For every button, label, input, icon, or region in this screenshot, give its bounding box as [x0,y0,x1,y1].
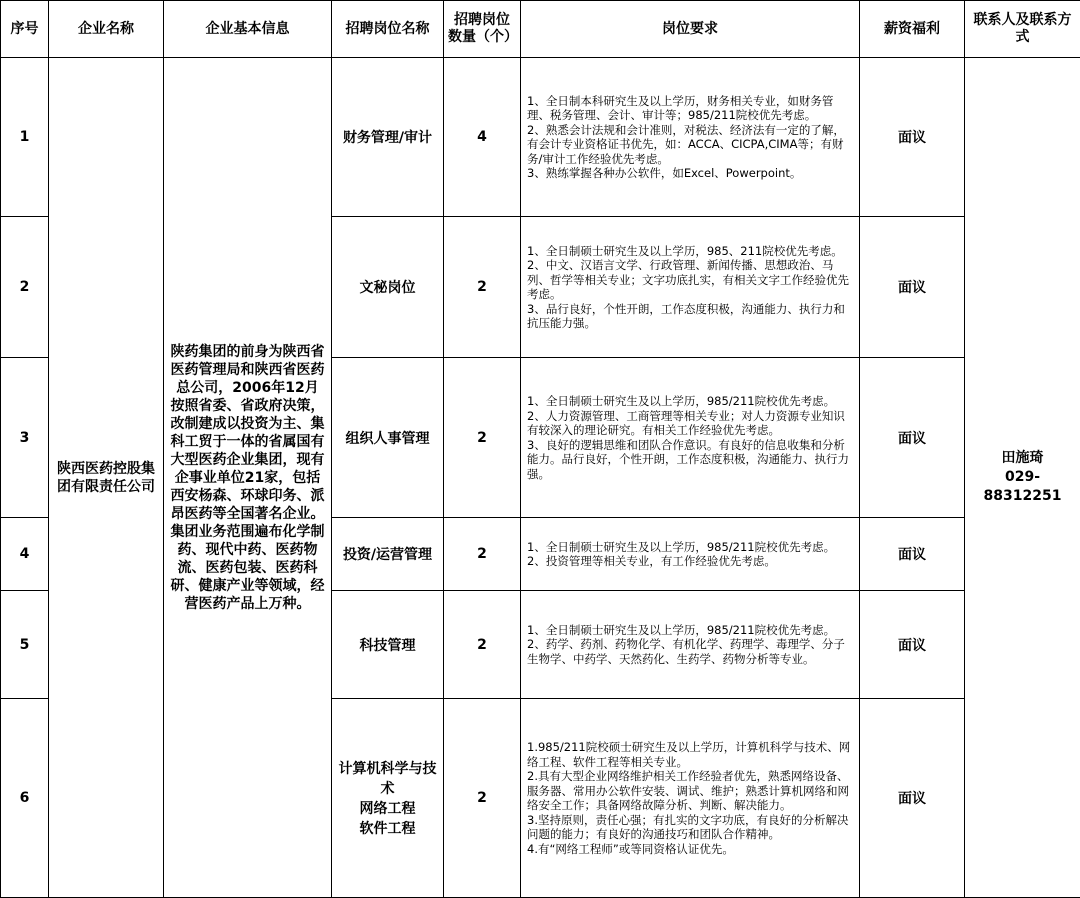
header-info: 企业基本信息 [164,1,332,58]
row-seq: 4 [1,518,49,591]
header-position: 招聘岗位名称 [332,1,444,58]
row-seq: 2 [1,217,49,358]
contact-name: 田施琦 [1001,450,1044,466]
row-count: 4 [444,58,521,217]
row-seq: 6 [1,699,49,898]
row-requirements: 1、全日制本科研究生及以上学历，财务相关专业，如财务管理、税务管理、会计、审计等；985/211院校优先考虑。 2、熟悉会计法规和会计准则，对税法、经济法有一定的了解，有会计专业资格证书优先，如：ACCA、CICPA,CIMA等；有财务/审计工作经验优先考虑。 3、熟练掌握各种办公软件，如Excel、Powerpoint。 [521,58,860,217]
row-salary: 面议 [860,699,965,898]
row-seq: 5 [1,591,49,699]
row-seq: 1 [1,58,49,217]
row-position: 计算机科学与技术 网络工程 软件工程 [332,699,444,898]
header-company: 企业名称 [49,1,164,58]
row-position: 财务管理/审计 [332,58,444,217]
table-row [1,58,1080,217]
header-count: 招聘岗位数量（个） [444,1,521,58]
header-seq: 序号 [1,1,49,58]
row-salary: 面议 [860,591,965,699]
company-name: 陕西医药控股集团有限责任公司 [49,58,164,898]
row-count: 2 [444,358,521,518]
contact-phone: 029-88312251 [983,469,1062,504]
row-requirements: 1、全日制硕士研究生及以上学历，985/211院校优先考虑。 2、药学、药剂、药物化学、有机化学、药理学、毒理学、分子生物学、中药学、天然药化、生药学、药物分析等专业。 [521,591,860,699]
row-count: 2 [444,699,521,898]
row-salary: 面议 [860,58,965,217]
row-position: 组织人事管理 [332,358,444,518]
row-seq: 3 [1,358,49,518]
row-requirements: 1、全日制硕士研究生及以上学历，985/211院校优先考虑。 2、投资管理等相关专业，有工作经验优先考虑。 [521,518,860,591]
row-requirements: 1、全日制硕士研究生及以上学历，985/211院校优先考虑。 2、人力资源管理、工商管理等相关专业；对人力资源专业知识有较深入的理论研究。有相关工作经验优先考虑。 3、良好的逻辑思维和团队合作意识。有良好的信息收集和分析能力。品行良好，个性开朗，工作态度积极，沟通能力、执行力强。 [521,358,860,518]
row-salary: 面议 [860,217,965,358]
row-requirements: 1.985/211院校硕士研究生及以上学历，计算机科学与技术、网络工程、软件工程等相关专业。 2.具有大型企业网络维护相关工作经验者优先，熟悉网络设备、服务器、常用办公软件安装、调试、维护；熟悉计算机网络和网络安全工作；具备网络故障分析、判断、解决能力。 3.坚持原则，责任心强；有扎实的文字功底，有良好的分析解决问题的能力；有良好的沟通技巧和团队合作精神。 4.有“网络工程师”或等同资格认证优先。 [521,699,860,898]
row-position: 投资/运营管理 [332,518,444,591]
header-requirements: 岗位要求 [521,1,860,58]
row-salary: 面议 [860,518,965,591]
row-count: 2 [444,591,521,699]
header-salary: 薪资福利 [860,1,965,58]
contact-cell [965,58,1080,898]
row-count: 2 [444,518,521,591]
header-row [1,1,1080,58]
company-info: 陕药集团的前身为陕西省医药管理局和陕西省医药总公司，2006年12月按照省委、省政府决策，改制建成以投资为主、集科工贸于一体的省属国有大型医药企业集团，现有企事业单位21家，包括西安杨森、环球印务、派昂医药等全国著名企业。集团业务范围遍布化学制药、现代中药、医药物流、医药包装、医药科研、健康产业等领域，经营医药产品上万种。 [164,58,332,898]
header-contact: 联系人及联系方式 [965,1,1080,58]
row-requirements: 1、全日制硕士研究生及以上学历，985、211院校优先考虑。 2、中文、汉语言文学、行政管理、新闻传播、思想政治、马列、哲学等相关专业；文字功底扎实，有相关文字工作经验优先考虑。 3、品行良好，个性开朗，工作态度积极，沟通能力、执行力和抗压能力强。 [521,217,860,358]
row-count: 2 [444,217,521,358]
row-salary: 面议 [860,358,965,518]
row-position: 文秘岗位 [332,217,444,358]
row-position: 科技管理 [332,591,444,699]
